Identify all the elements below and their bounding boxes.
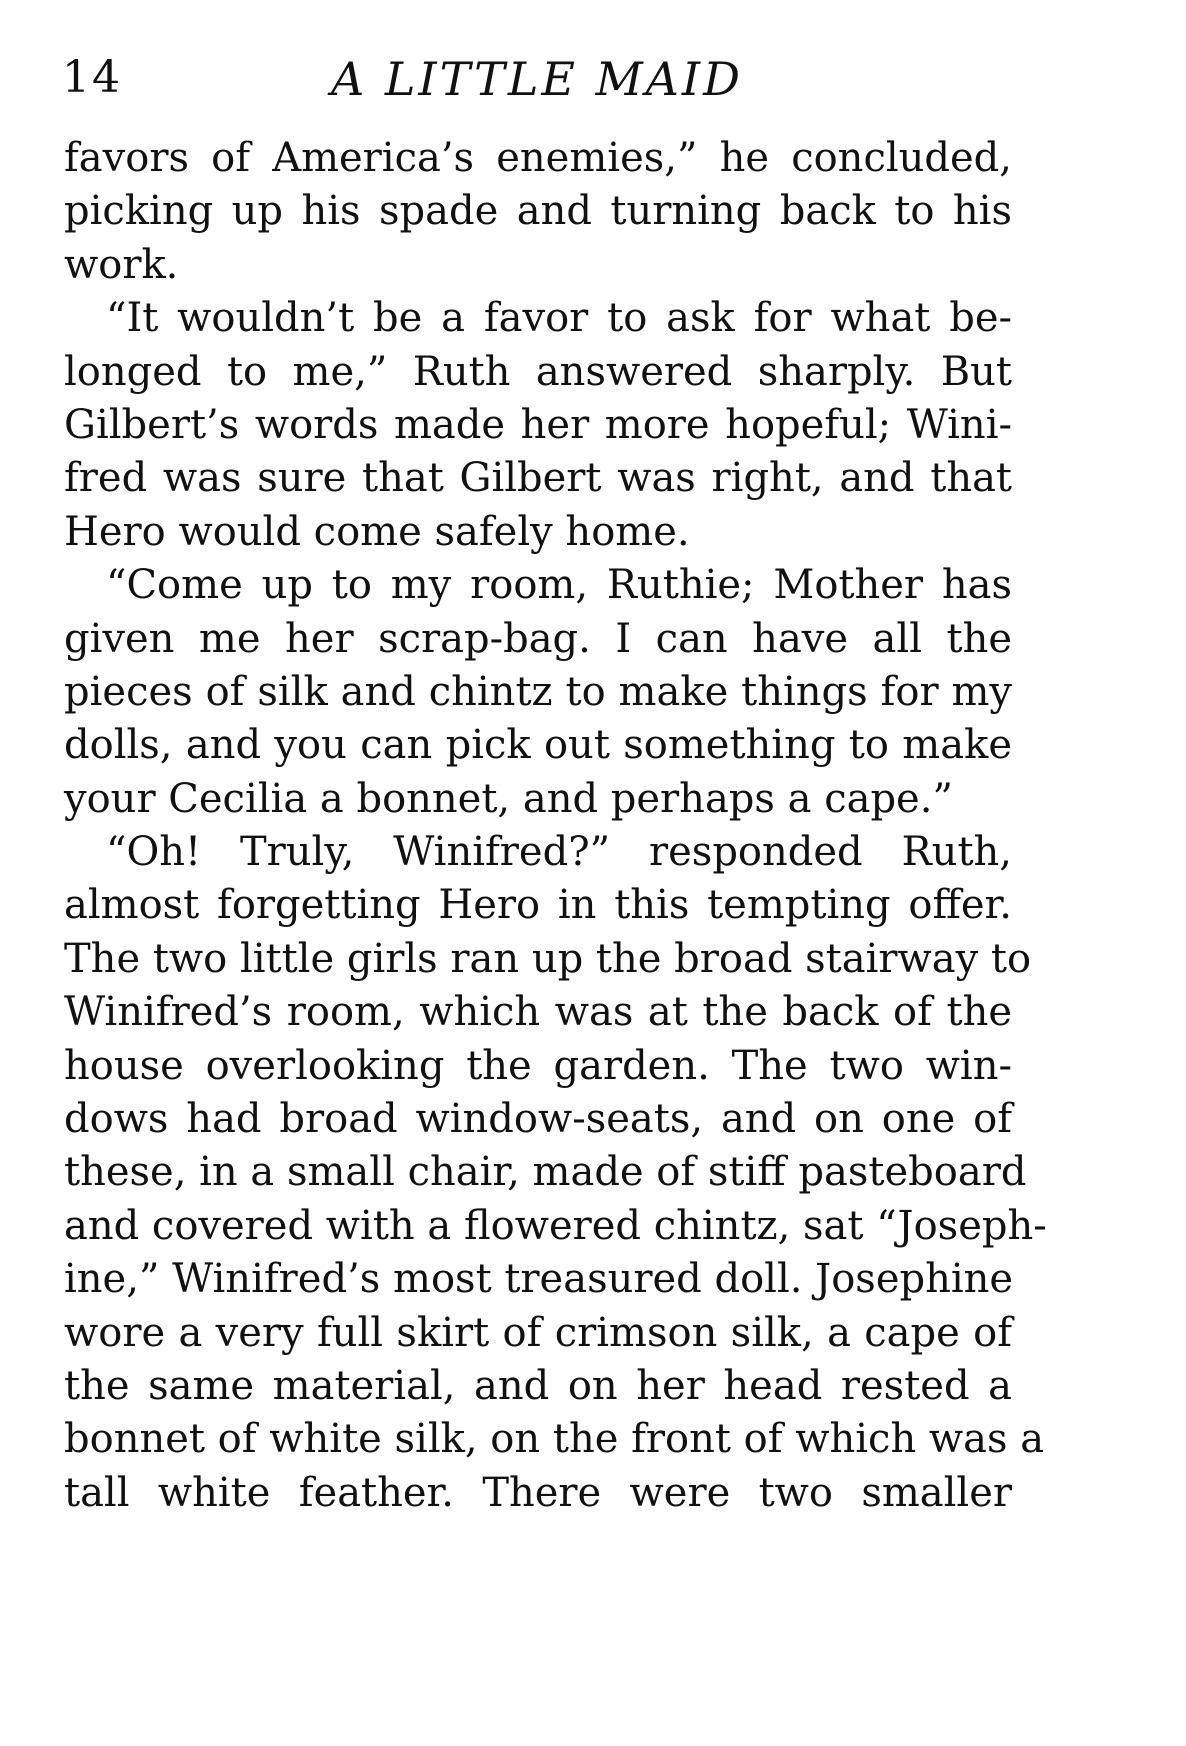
text-line: Gilbert’s words made her more hopeful; Wini- xyxy=(64,401,1012,448)
page-number: 14 xyxy=(62,52,122,103)
text-line: wore a very full skirt of crimson silk, a cape of xyxy=(64,1309,1012,1356)
text-line: “It wouldn’t be a favor to ask for what be- xyxy=(106,295,1012,342)
text-line: “Come up to my room, Ruthie; Mother has xyxy=(106,562,1012,609)
text-line: favors of America’s enemies,” he concluded, xyxy=(64,135,1012,181)
text-line: these, in a small chair, made of stiff pasteboard xyxy=(64,1149,1027,1196)
running-title: A LITTLE MAID xyxy=(331,52,743,106)
text-line: picking up his spade and turning back to his xyxy=(64,188,1012,235)
text-line: your Cecilia a bonnet, and perhaps a cape.” xyxy=(64,775,953,822)
text-line: pieces of silk and chintz to make things for my xyxy=(64,668,1012,715)
text-line: dolls, and you can pick out something to make xyxy=(64,722,1012,769)
text-line: The two little girls ran up the broad stairway to xyxy=(64,935,1032,982)
text-line: almost forgetting Hero in this tempting offer. xyxy=(64,882,1012,929)
body-text xyxy=(64,132,1047,1520)
page-header xyxy=(62,52,1012,112)
text-line: bonnet of white silk, on the front of which was a xyxy=(64,1416,1045,1463)
text-line: the same material, and on her head rested a xyxy=(64,1362,1012,1409)
text-line: Hero would come safely home. xyxy=(64,508,690,555)
text-line: given me her scrap-bag. I can have all the xyxy=(64,615,1012,662)
text-line: ine,” Winifred’s most treasured doll. Josephine xyxy=(64,1256,1014,1303)
text-line: and covered with a flowered chintz, sat “Joseph- xyxy=(64,1202,1047,1249)
text-line: Winifred’s room, which was at the back of the xyxy=(64,989,1012,1036)
text-line: house overlooking the garden. The two win- xyxy=(64,1042,1012,1089)
text-line: work. xyxy=(64,241,179,288)
text-line: longed to me,” Ruth answered sharply. But xyxy=(64,348,1012,395)
text-line: dows had broad window-seats, and on one of xyxy=(64,1096,1012,1143)
text-line: fred was sure that Gilbert was right, and that xyxy=(64,455,1012,502)
text-line: “Oh! Truly, Winifred?” responded Ruth, xyxy=(106,829,1012,876)
text-line: tall white feather. There were two smaller xyxy=(64,1469,1012,1516)
